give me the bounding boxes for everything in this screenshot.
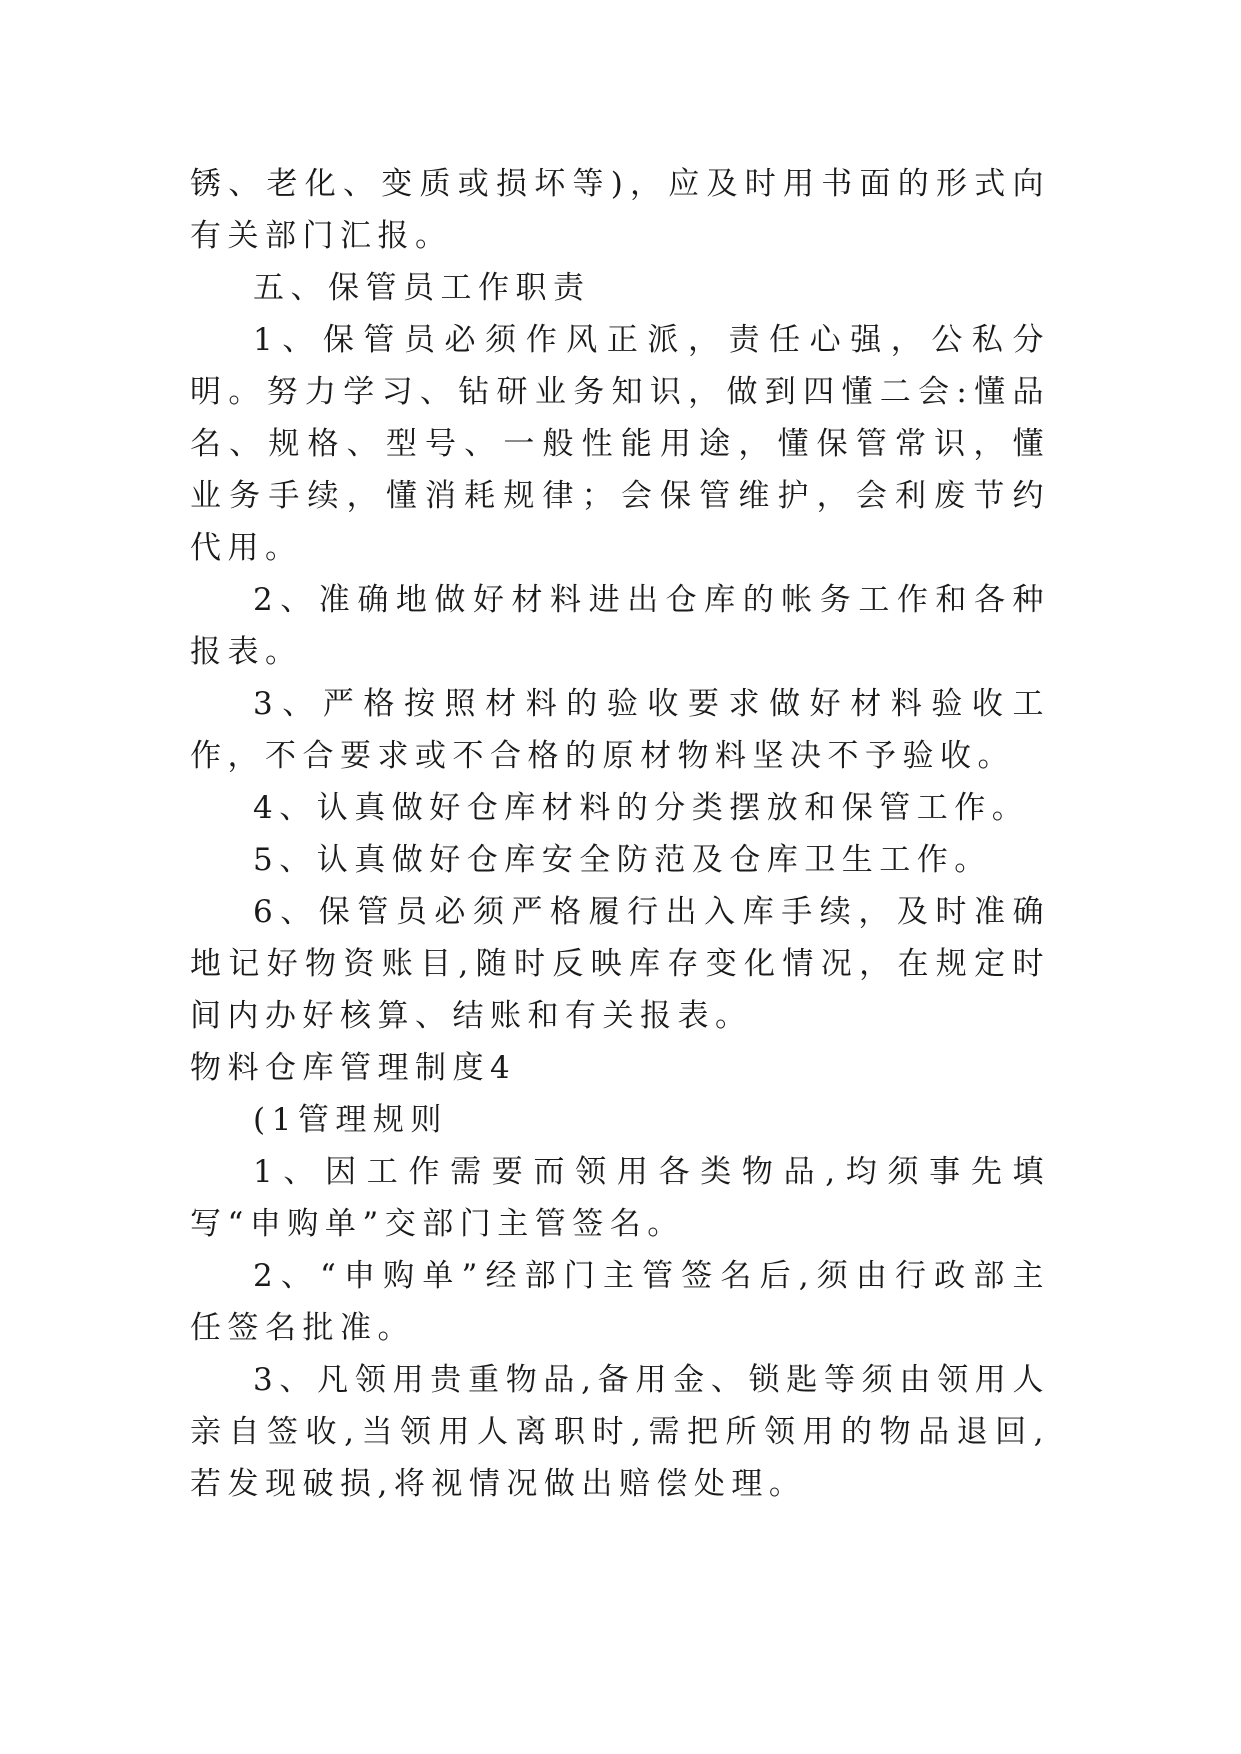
duty-item-5: 5、认真做好仓库安全防范及仓库卫生工作。 <box>253 842 992 878</box>
rule-item-3: 3、凡领用贵重物品,备用金、锁匙等须由领用人亲自签收,当领用人离职时,需把所领用的物品退回,若发现破损,将视情况做出赔偿处理。 <box>190 1362 1050 1502</box>
rule-item-1: 1、因工作需要而领用各类物品,均须事先填写“申购单”交部门主管签名。 <box>190 1154 1050 1242</box>
duty-item-1: 1、保管员必须作风正派，责任心强，公私分明。努力学习、钻研业务知识，做到四懂二会:懂品名、规格、型号、一般性能用途，懂保管常识，懂业务手续，懂消耗规律；会保管维护，会利废节约代用。 <box>190 322 1050 566</box>
rules-heading: (1管理规则 <box>253 1102 448 1138</box>
document-body <box>190 158 1050 1510</box>
duty-item-2: 2、准确地做好材料进出仓库的帐务工作和各种报表。 <box>190 582 1050 670</box>
paragraph-continued: 锈、老化、变质或损坏等)，应及时用书面的形式向有关部门汇报。 <box>190 166 1050 254</box>
duty-item-4: 4、认真做好仓库材料的分类摆放和保管工作。 <box>253 790 1030 826</box>
document-title-4: 物料仓库管理制度4 <box>190 1050 517 1086</box>
rule-item-2: 2、“申购单”经部门主管签名后,须由行政部主任签名批准。 <box>190 1258 1050 1346</box>
section-heading-duties: 五、保管员工作职责 <box>253 270 591 306</box>
duty-item-6: 6、保管员必须严格履行出入库手续，及时准确地记好物资账目,随时反映库存变化情况，在规定时间内办好核算、结账和有关报表。 <box>190 894 1050 1034</box>
duty-item-3: 3、严格按照材料的验收要求做好材料验收工作，不合要求或不合格的原材物料坚决不予验收。 <box>190 686 1050 774</box>
